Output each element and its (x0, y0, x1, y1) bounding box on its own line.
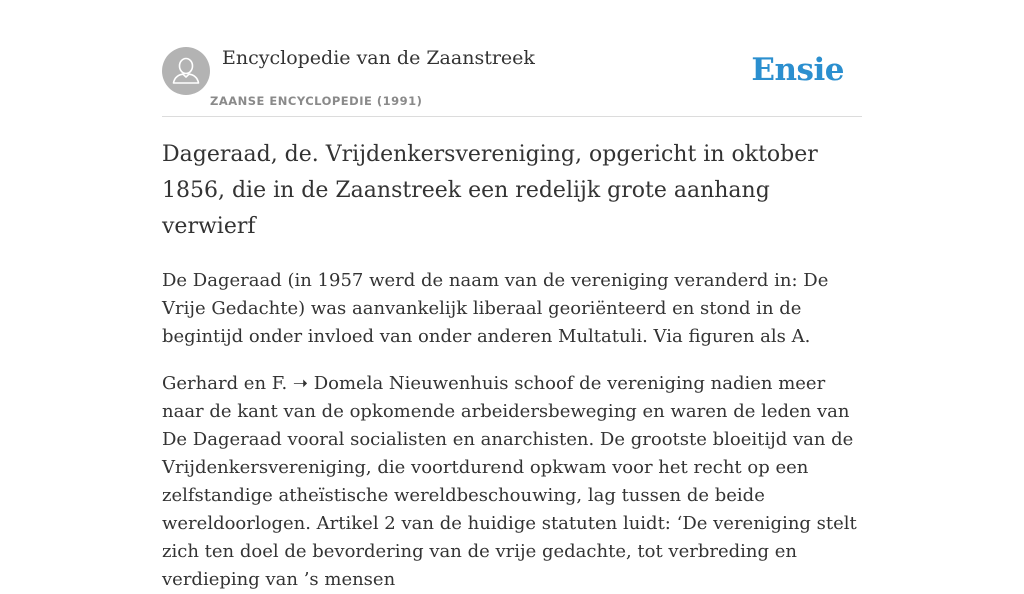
source-header (162, 46, 862, 117)
avatar[interactable] (162, 47, 210, 95)
brand-logo[interactable]: Ensie (751, 52, 844, 88)
article-headline: Dageraad, de. Vrijdenkersvereniging, opgericht in oktober 1856, die in de Zaanstreek een redelijk grote aanhang verwierf (162, 142, 818, 239)
user-silhouette-icon (162, 47, 210, 95)
source-title[interactable]: Encyclopedie van de Zaanstreek (222, 47, 535, 69)
article (162, 137, 862, 594)
source-subtitle: ZAANSE ENCYCLOPEDIE (1991) (210, 94, 423, 108)
article-paragraph: De Dageraad (in 1957 werd de naam van de vereniging veranderd in: De Vrije Gedachte) was aanvankelijk liberaal georiënteerd en stond in de begintijd onder invloed van onder anderen Multatuli. Via figuren als A. (162, 270, 829, 347)
article-paragraph: Gerhard en F. ➝ Domela Nieuwenhuis schoof de vereniging nadien meer naar de kant van de opkomende arbeidersbeweging en waren de leden van De Dageraad vooral socialisten en anarchisten. De grootste bloeitijd van de Vrijdenkersvereniging, die voortdurend opkwam voor het recht op een zelfstandige atheïstische wereldbeschouwing, lag tussen de beide wereldoorlogen. Artikel 2 van de huidige statuten luidt: ‘De vereniging stelt zich ten doel de bevordering van de vrije gedachte, tot verbreding en verdieping van ’s mensen (162, 373, 857, 590)
